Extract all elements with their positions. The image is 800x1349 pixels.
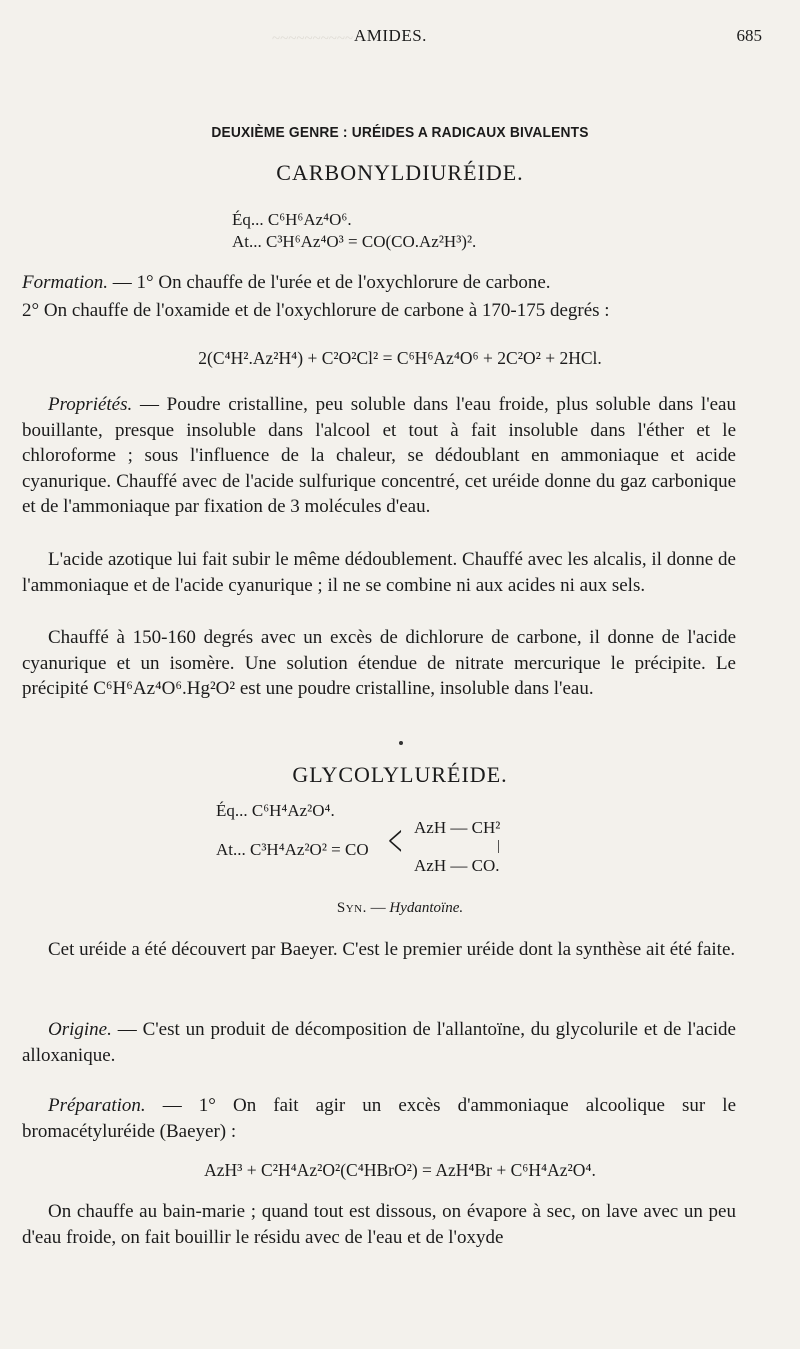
- eq-label: Éq...: [216, 801, 248, 820]
- synonym-line: [0, 900, 800, 917]
- origin-text: — C'est un produit de décomposition de l'allantoïne, du glycolurile et de l'acide alloxanique.: [22, 1019, 736, 1066]
- branch-pipe: |: [497, 838, 501, 854]
- show-through-text: ~~~~~~~~~~: [272, 31, 354, 47]
- discovery-text: Cet uréide a été découvert par Baeyer. C'est le premier uréide dont la synthèse ait été faite.: [48, 939, 736, 960]
- at-label: At...: [216, 840, 246, 859]
- section-genre-title: DEUXIÈME GENRE : URÉIDES A RADICAUX BIVALENTS: [211, 124, 589, 141]
- carbonyl-heading: CARBONYLDIURÉIDE.: [276, 160, 524, 185]
- syn-label: Syn.: [336, 900, 367, 916]
- final-text: On chauffe au bain-marie ; quand tout est dissous, on évapore à sec, on lave avec un peu d'eau froide, on fait bouillir le résidu avec de l'eau et de l'oxyde: [22, 1201, 736, 1248]
- at-formula: C³H⁴Az²O² = CO: [250, 840, 369, 859]
- branch-bracket: <: [388, 815, 403, 866]
- eq-label: Éq...: [232, 210, 264, 229]
- properties-text: — Poudre cristalline, peu soluble dans l'eau froide, plus soluble dans l'eau bouillante, presque insoluble dans l'alcool et tout à fait insoluble dans l'éther et le chloroforme ; sous l'influence de la chaleur, se dédoublant en ammoniaque et acide cyanurique. Chauffé avec de l'acide sulfurique concentré, cet uréide donne du gaz carbonique et de l'ammoniaque par fixation de 3 molécules d'eau.: [22, 394, 736, 518]
- ink-mark: [399, 741, 403, 745]
- glycolyl-heading: GLYCOLYLURÉIDE.: [292, 762, 508, 787]
- formation-label: Formation.: [22, 272, 109, 293]
- formation-2-text: 2° On chauffe de l'oxamide et de l'oxychlorure de carbone à 170-175 degrés :: [22, 300, 610, 321]
- origin-paragraph: [22, 1017, 736, 1068]
- branch-top: AzH — CH²: [414, 818, 501, 837]
- chauffe-paragraph: [22, 625, 736, 702]
- azotic-text: L'acide azotique lui fait subir le même dédoublement. Chauffé avec les alcalis, il donne de l'ammoniaque et de l'acide cyanurique ; il ne se combine ni aux acides ni aux sels.: [22, 549, 736, 596]
- eq-formula: C⁶H⁴Az²O⁴.: [251, 801, 335, 820]
- azotic-paragraph: [22, 547, 736, 598]
- page-header: [0, 26, 800, 50]
- eq-formula: C⁶H⁶Az⁴O⁶.: [267, 210, 352, 229]
- at-label: At...: [232, 232, 262, 251]
- prep-text: — 1° On fait agir un excès d'ammoniaque alcoolique sur le bromacétyluréide (Baeyer) :: [22, 1095, 736, 1142]
- preparation-paragraph: [22, 1093, 736, 1144]
- carbonyl-equation: 2(C⁴H².Az²H⁴) + C²O²Cl² = C⁶H⁶Az⁴O⁶ + 2C²O² + 2HCl.: [198, 348, 602, 368]
- glycolyl-at-formula: [216, 840, 369, 860]
- running-title: AMIDES.: [354, 26, 427, 45]
- preparation-equation: AzH³ + C²H⁴Az²O²(C⁴HBrO²) = AzH⁴Br + C⁶H⁴Az²O⁴.: [204, 1160, 596, 1180]
- carbonyl-eq-formula: [232, 210, 352, 230]
- discovery-paragraph: [22, 937, 736, 963]
- branch-bottom: AzH — CO.: [414, 856, 500, 875]
- prep-label: Préparation.: [48, 1095, 146, 1116]
- carbonyl-at-formula: [232, 232, 476, 252]
- origin-label: Origine.: [48, 1019, 112, 1040]
- glycolyl-eq-formula: [216, 801, 335, 821]
- properties-label: Propriétés.: [48, 394, 133, 415]
- page-number: 685: [736, 26, 762, 45]
- formation-text: — 1° On chauffe de l'urée et de l'oxychlorure de carbone.: [108, 272, 551, 293]
- formation-2-paragraph: [22, 298, 736, 324]
- at-formula: C³H⁶Az⁴O³ = CO(CO.Az²H³)².: [266, 232, 477, 251]
- final-paragraph: [22, 1199, 736, 1250]
- syn-dash: —: [366, 900, 390, 916]
- formation-paragraph: [22, 270, 736, 296]
- chauffe-text: Chauffé à 150-160 degrés avec un excès de dichlorure de carbone, il donne de l'acide cyanurique et un isomère. Une solution étendue de nitrate mercurique le précipite. Le précipité C⁶H⁶Az⁴O⁶.Hg²O² est une poudre cristalline, insoluble dans l'eau.: [22, 627, 736, 700]
- properties-paragraph: [22, 392, 736, 520]
- syn-name: Hydantoïne.: [389, 900, 464, 916]
